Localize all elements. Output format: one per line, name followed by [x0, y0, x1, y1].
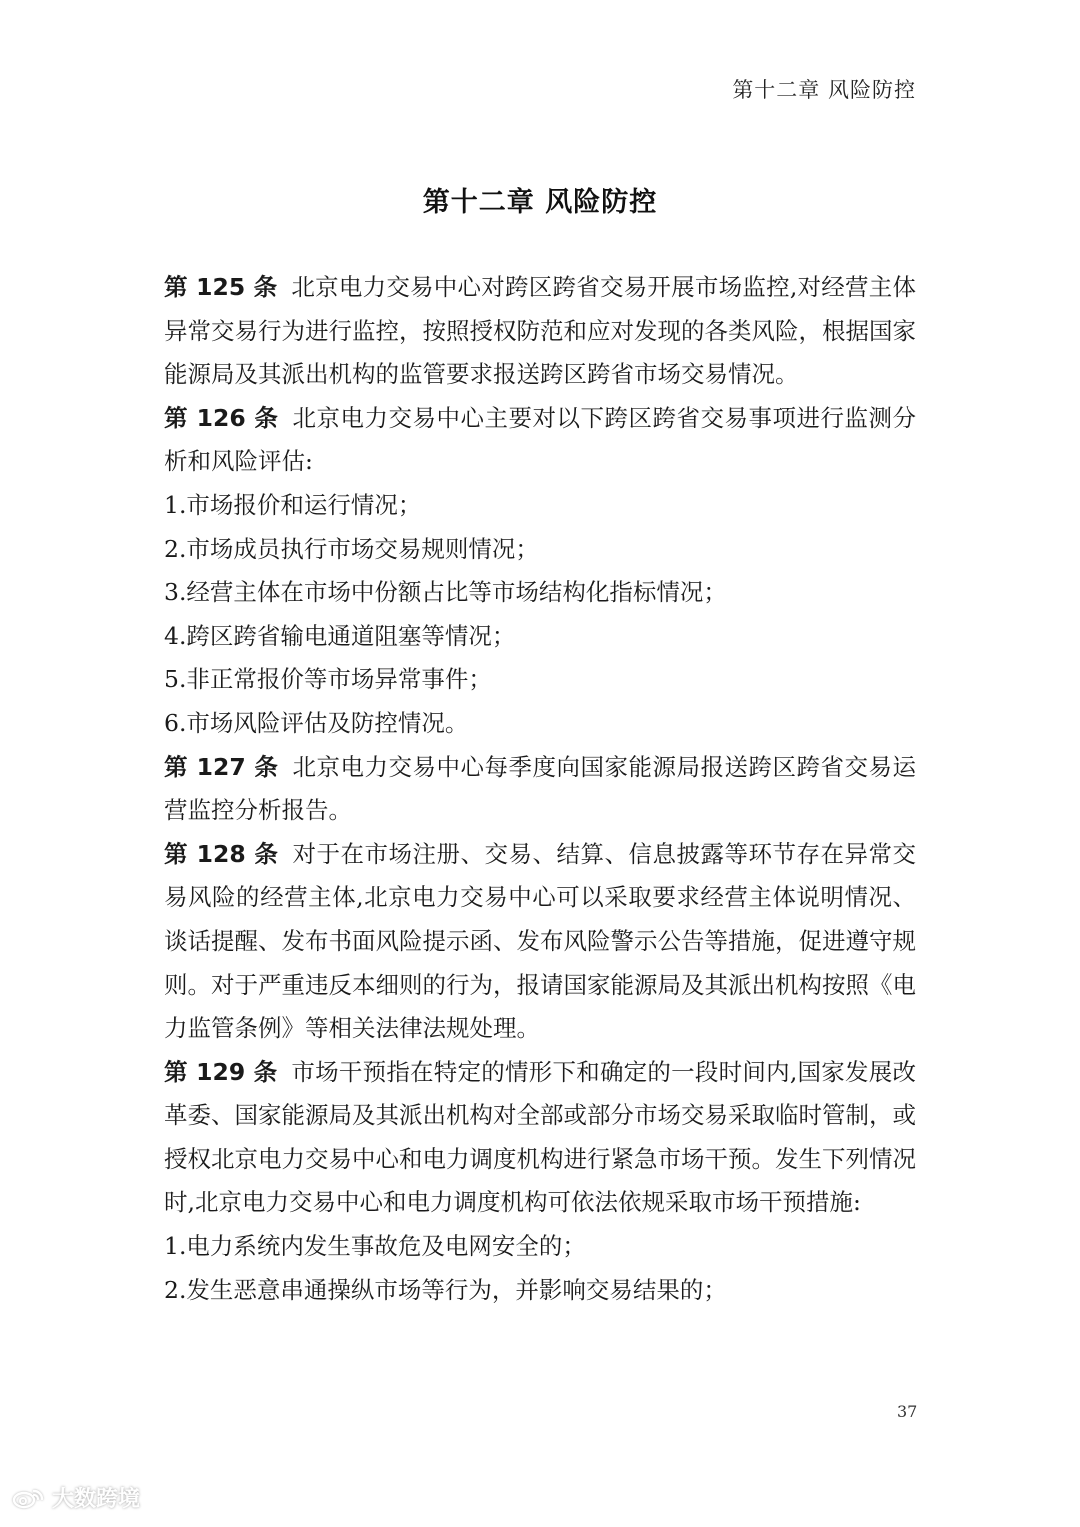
article-text: 北京电力交易中心对跨区跨省交易开展市场监控,对经营主体异常交易行为进行监控，按照授权防范和应对发现的各类风险，根据国家能源局及其派出机构的监管要求报送跨区跨省市场交易情况。 — [164, 273, 916, 389]
list-item: 1.市场报价和运行情况； — [164, 490, 422, 519]
list-item: 4.跨区跨省输电通道阻塞等情况； — [164, 621, 516, 650]
list-item: 6.市场风险评估及防控情况。 — [164, 708, 469, 737]
article-126 — [164, 397, 916, 484]
article-text: 市场干预指在特定的情形下和确定的一段时间内,国家发展改革委、国家能源局及其派出机构对全部或部分市场交易采取临时管制，或授权北京电力交易中心和电力调度机构进行紧急市场干预。发生下列情况时,北京电力交易中心和电力调度机构可依法依规采取市场干预措施: — [164, 1057, 916, 1217]
article-125 — [164, 266, 916, 397]
watermark-text: 大数跨境 — [52, 1487, 141, 1512]
watermark — [12, 1482, 140, 1513]
article-number: 第 128 条 — [164, 839, 279, 868]
article-number: 第 127 条 — [164, 752, 279, 781]
article-number: 第 125 条 — [164, 273, 278, 301]
document-body — [164, 266, 916, 1312]
article-number: 第 126 条 — [164, 403, 279, 432]
list-item: 2.市场成员执行市场交易规则情况； — [164, 534, 539, 563]
article-text: 北京电力交易中心主要对以下跨区跨省交易事项进行监测分析和风险评估: — [164, 403, 917, 476]
page-number: 37 — [897, 1402, 918, 1421]
article-number: 第 129 条 — [164, 1057, 278, 1086]
article-text: 北京电力交易中心每季度向国家能源局报送跨区跨省交易运营监控分析报告。 — [164, 752, 917, 825]
article-127 — [164, 746, 916, 833]
list-item: 5.非正常报价等市场异常事件； — [164, 665, 492, 694]
list-item: 3.经营主体在市场中份额占比等市场结构化指标情况； — [164, 578, 727, 607]
article-128 — [164, 833, 916, 1051]
article-text: 对于在市场注册、交易、结算、信息披露等环节存在异常交易风险的经营主体,北京电力交易中心可以采取要求经营主体说明情况、谈话提醒、发布书面风险提示函、发布风险警示公告等措施，促进遵守规则。对于严重违反本细则的行为，报请国家能源局及其派出机构按照《电力监管条例》等相关法律法规处理。 — [164, 839, 917, 1043]
list-item: 1.电力系统内发生事故危及电网安全的； — [164, 1232, 586, 1261]
running-header: 第十二章 风险防控 — [732, 78, 916, 102]
article-129 — [164, 1051, 916, 1225]
chapter-title: 第十二章 风险防控 — [422, 187, 658, 218]
weibo-logo-icon — [12, 1487, 46, 1509]
list-item: 2.发生恶意串通操纵市场等行为，并影响交易结果的； — [164, 1275, 727, 1304]
